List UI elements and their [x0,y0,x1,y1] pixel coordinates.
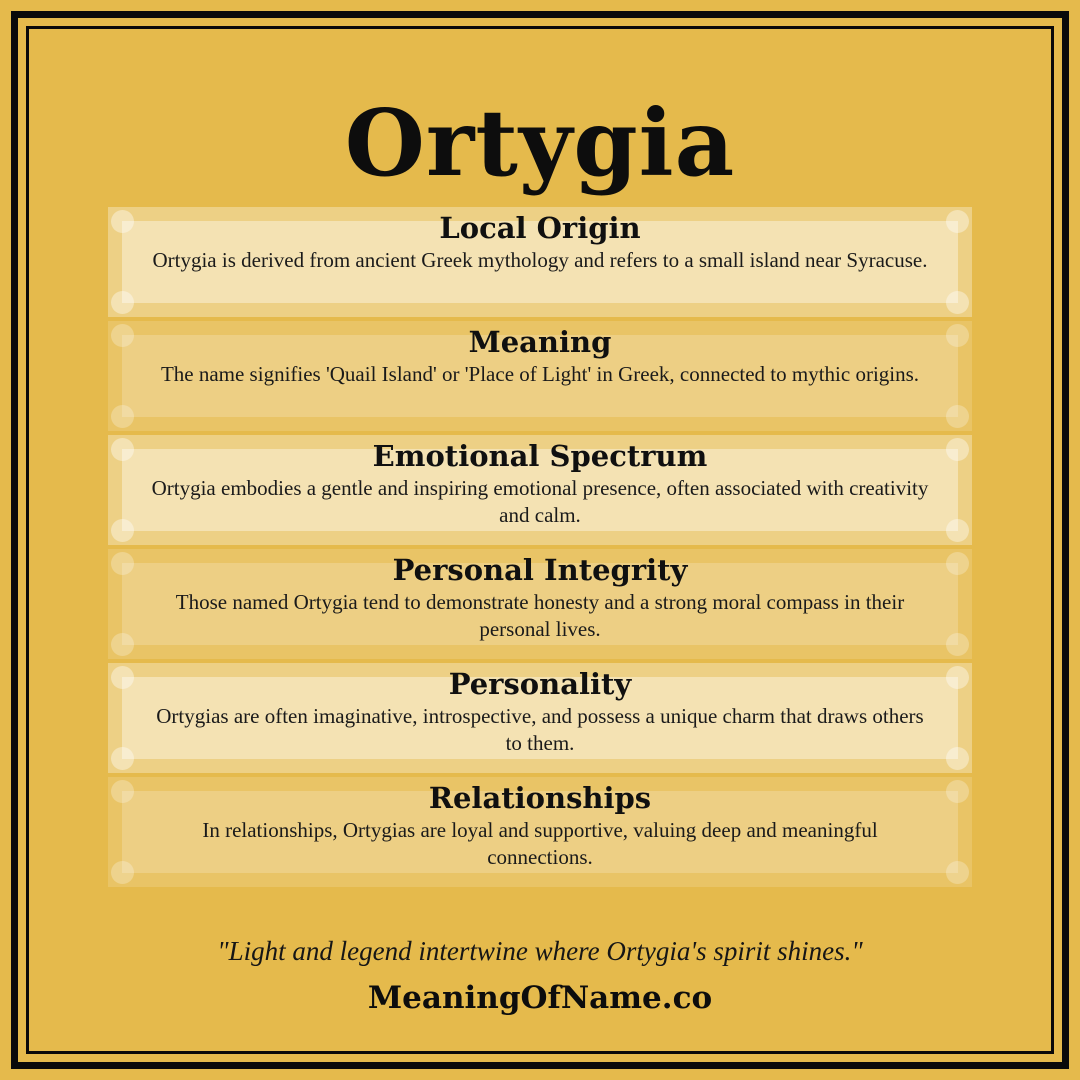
card-content [108,207,972,317]
card-heading: Meaning [468,325,612,359]
info-card [108,207,972,317]
info-card [108,777,972,887]
card-heading: Personal Integrity [392,553,688,587]
card-heading: Personality [448,667,632,701]
info-card [108,549,972,659]
tagline-quote: "Light and legend intertwine where Ortygia's spirit shines." [217,936,863,966]
card-content [108,777,972,887]
brand-wordmark: MeaningOfName.co [367,980,713,1016]
card-body-text: Ortygia is derived from ancient Greek mythology and refers to a small island near Syracuse. [152,248,928,273]
card-body-text: Ortygias are often imaginative, introspective, and possess a unique charm that draws others to them. [156,704,924,755]
card-body-text: Those named Ortygia tend to demonstrate honesty and a strong moral compass in their personal lives. [175,590,905,641]
info-card [108,321,972,431]
card-content [108,663,972,773]
card-heading: Local Origin [439,211,641,245]
card-body-text: The name signifies 'Quail Island' or 'Place of Light' in Greek, connected to mythic origins. [160,362,920,387]
page-title: Ortygia [344,88,736,197]
card-heading: Relationships [428,781,652,815]
card-body-text: In relationships, Ortygias are loyal and supportive, valuing deep and meaningful connections. [202,818,878,869]
card-content [108,321,972,431]
info-card [108,435,972,545]
info-card-list [108,207,972,887]
card-content [108,549,972,659]
card-body-text: Ortygia embodies a gentle and inspiring emotional presence, often associated with creativity and calm. [151,476,929,527]
card-content [108,435,972,545]
card-heading: Emotional Spectrum [372,439,708,473]
info-card [108,663,972,773]
